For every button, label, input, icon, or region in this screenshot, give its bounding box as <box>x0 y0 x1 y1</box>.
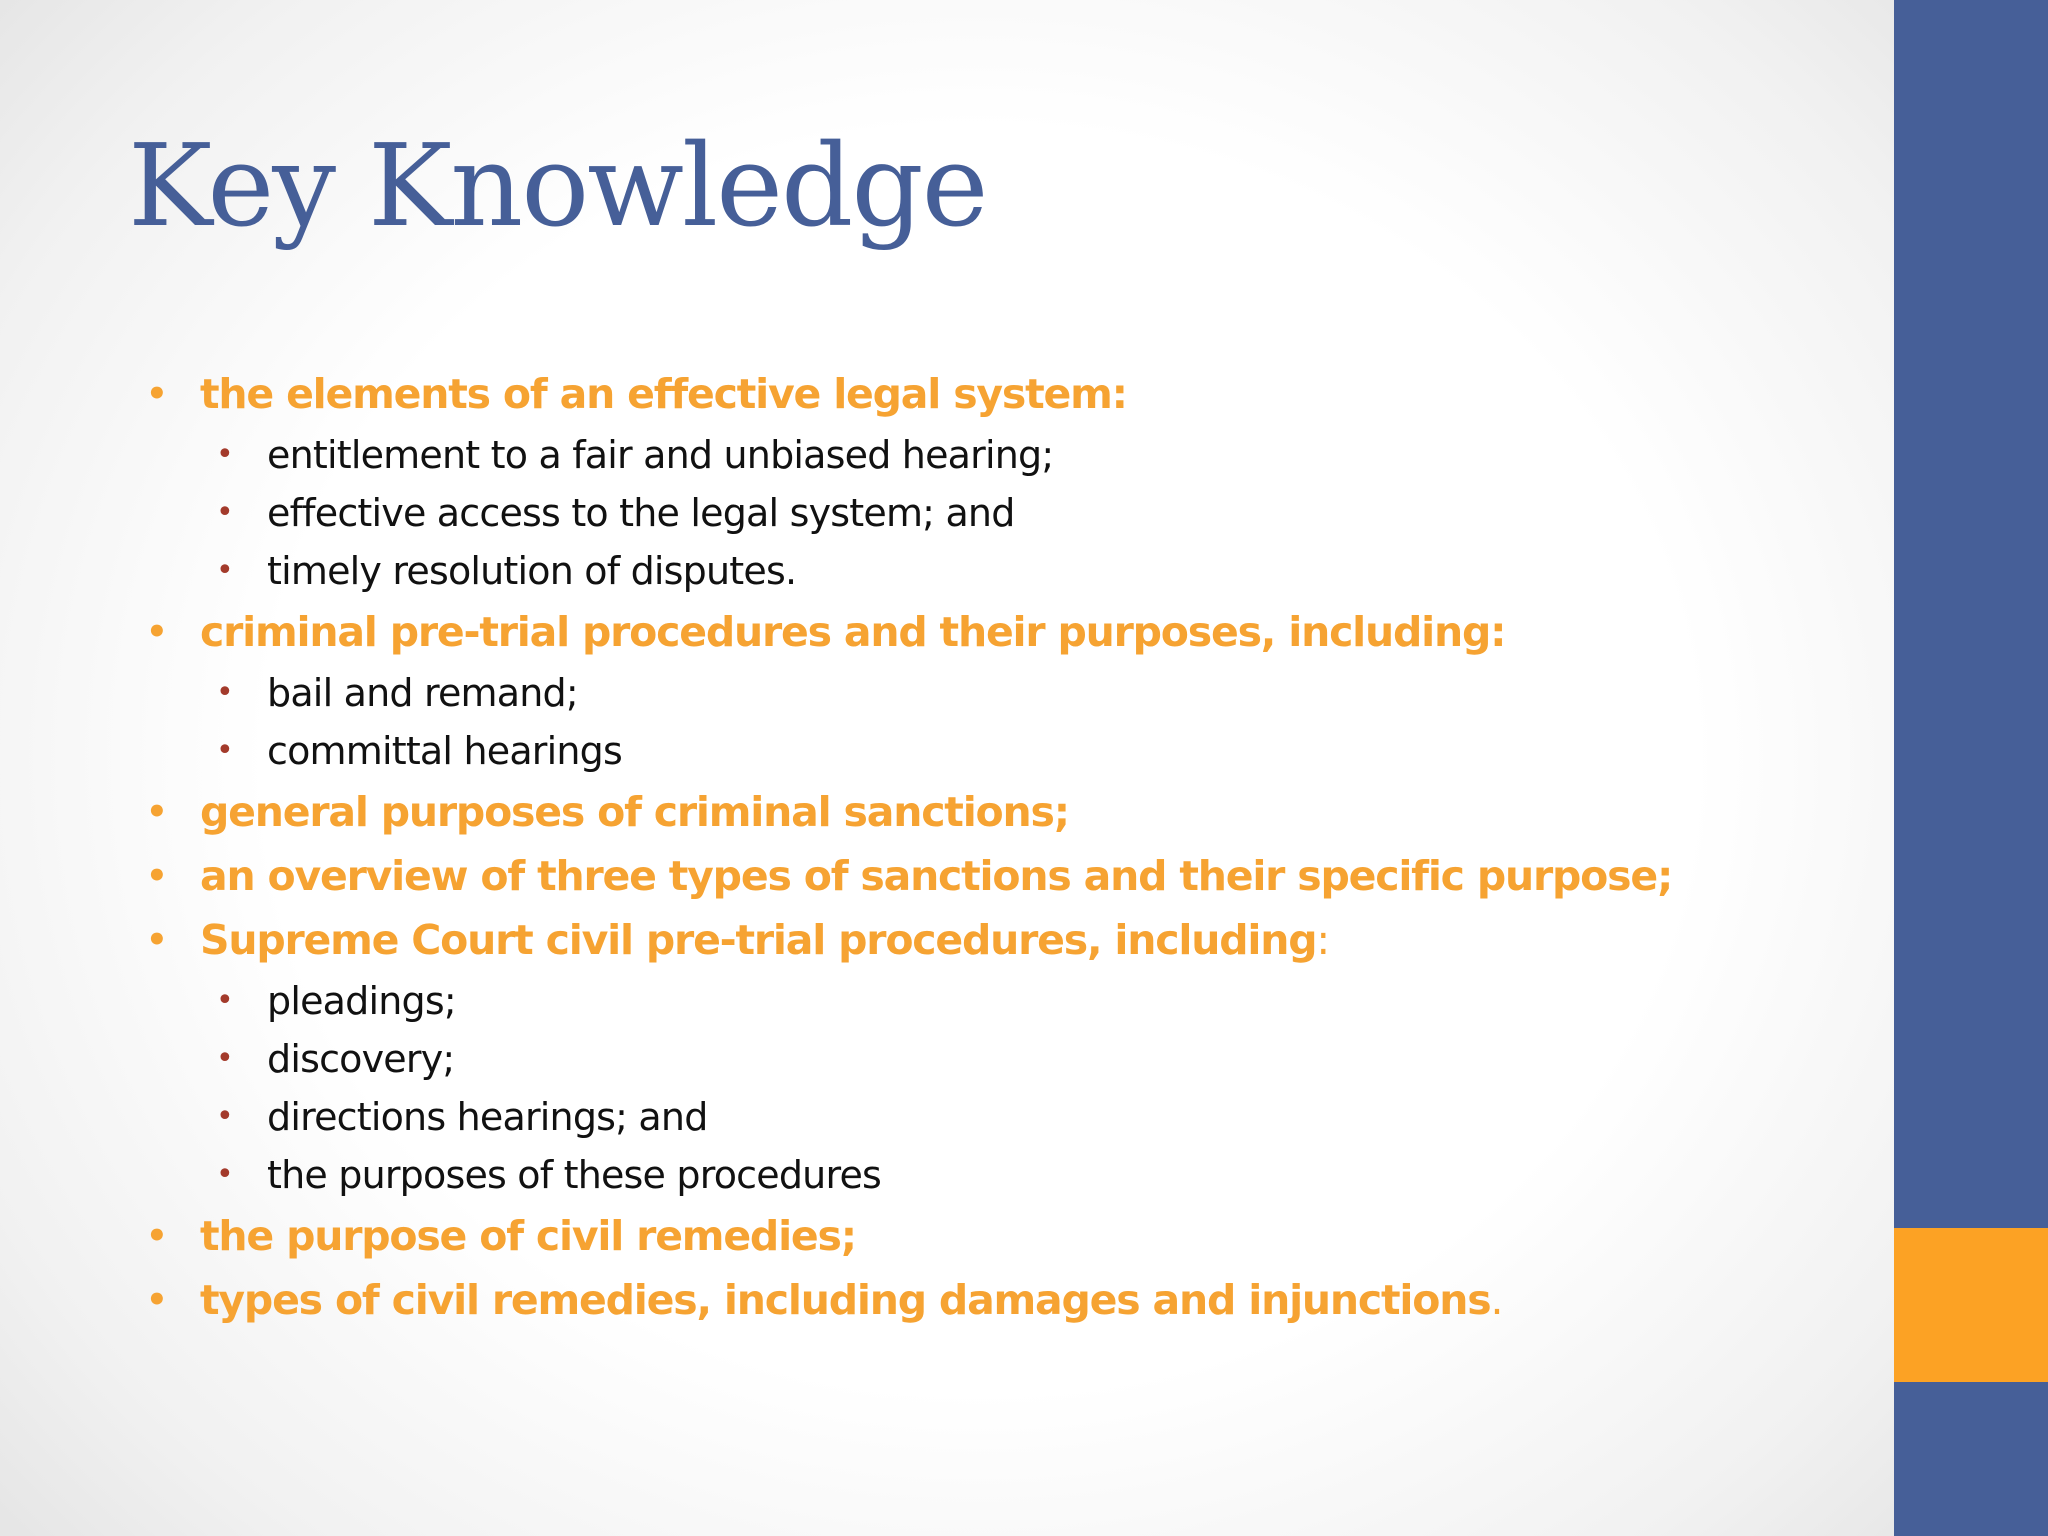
bullet-icon: • <box>146 374 167 414</box>
bullet-text: the elements of an effective legal system: <box>200 370 1127 418</box>
bullet-icon: • <box>146 792 167 832</box>
sub-bullet-icon: • <box>216 1041 233 1076</box>
bullet-list <box>0 362 1880 1332</box>
sub-bullet-icon: • <box>216 495 233 530</box>
sub-bullet-item <box>0 1088 1880 1146</box>
sub-bullet-icon: • <box>216 983 233 1018</box>
sub-bullet-icon: • <box>216 553 233 588</box>
bullet-text: types of civil remedies, including damages and injunctions. <box>200 1276 1503 1324</box>
sub-bullet-icon: • <box>216 675 233 710</box>
slide-title: Key Knowledge <box>128 120 987 252</box>
sub-bullet-item <box>0 1146 1880 1204</box>
bullet-item <box>0 1268 1880 1332</box>
bullet-icon: • <box>146 856 167 896</box>
bullet-icon: • <box>146 1216 167 1256</box>
bullet-item <box>0 1204 1880 1268</box>
bullet-text: general purposes of criminal sanctions; <box>200 788 1069 836</box>
bullet-item <box>0 362 1880 426</box>
sub-bullet-item <box>0 664 1880 722</box>
sub-bullet-item <box>0 426 1880 484</box>
bullet-text: criminal pre-trial procedures and their purposes, including: <box>200 608 1506 656</box>
sub-bullet-icon: • <box>216 733 233 768</box>
sub-bullet-icon: • <box>216 1157 233 1192</box>
sub-bullet-text: discovery; <box>267 1037 455 1081</box>
bullet-icon: • <box>146 612 167 652</box>
sub-bullet-text: the purposes of these procedures <box>267 1153 882 1197</box>
sub-bullet-item <box>0 1030 1880 1088</box>
sub-bullet-text: timely resolution of disputes. <box>267 549 797 593</box>
bullet-text: Supreme Court civil pre-trial procedures, including: <box>200 916 1329 964</box>
bullet-item <box>0 780 1880 844</box>
sub-bullet-text: entitlement to a fair and unbiased hearing; <box>267 433 1054 477</box>
bullet-item <box>0 908 1880 972</box>
sub-bullet-text: committal hearings <box>267 729 622 773</box>
sub-bullet-icon: • <box>216 437 233 472</box>
sub-bullet-text: directions hearings; and <box>267 1095 708 1139</box>
sub-bullet-item <box>0 484 1880 542</box>
bullet-icon: • <box>146 920 167 960</box>
bullet-text: the purpose of civil remedies; <box>200 1212 856 1260</box>
sub-bullet-text: pleadings; <box>267 979 456 1023</box>
sub-bullet-text: bail and remand; <box>267 671 578 715</box>
sub-bullet-item <box>0 542 1880 600</box>
sub-bullet-item <box>0 722 1880 780</box>
sub-bullet-icon: • <box>216 1099 233 1134</box>
side-accent-block <box>1894 1228 2048 1382</box>
sub-bullet-item <box>0 972 1880 1030</box>
sub-bullet-text: effective access to the legal system; and <box>267 491 1015 535</box>
bullet-item <box>0 600 1880 664</box>
bullet-text: an overview of three types of sanctions and their specific purpose; <box>200 852 1673 900</box>
bullet-icon: • <box>146 1280 167 1320</box>
bullet-item <box>0 844 1880 908</box>
